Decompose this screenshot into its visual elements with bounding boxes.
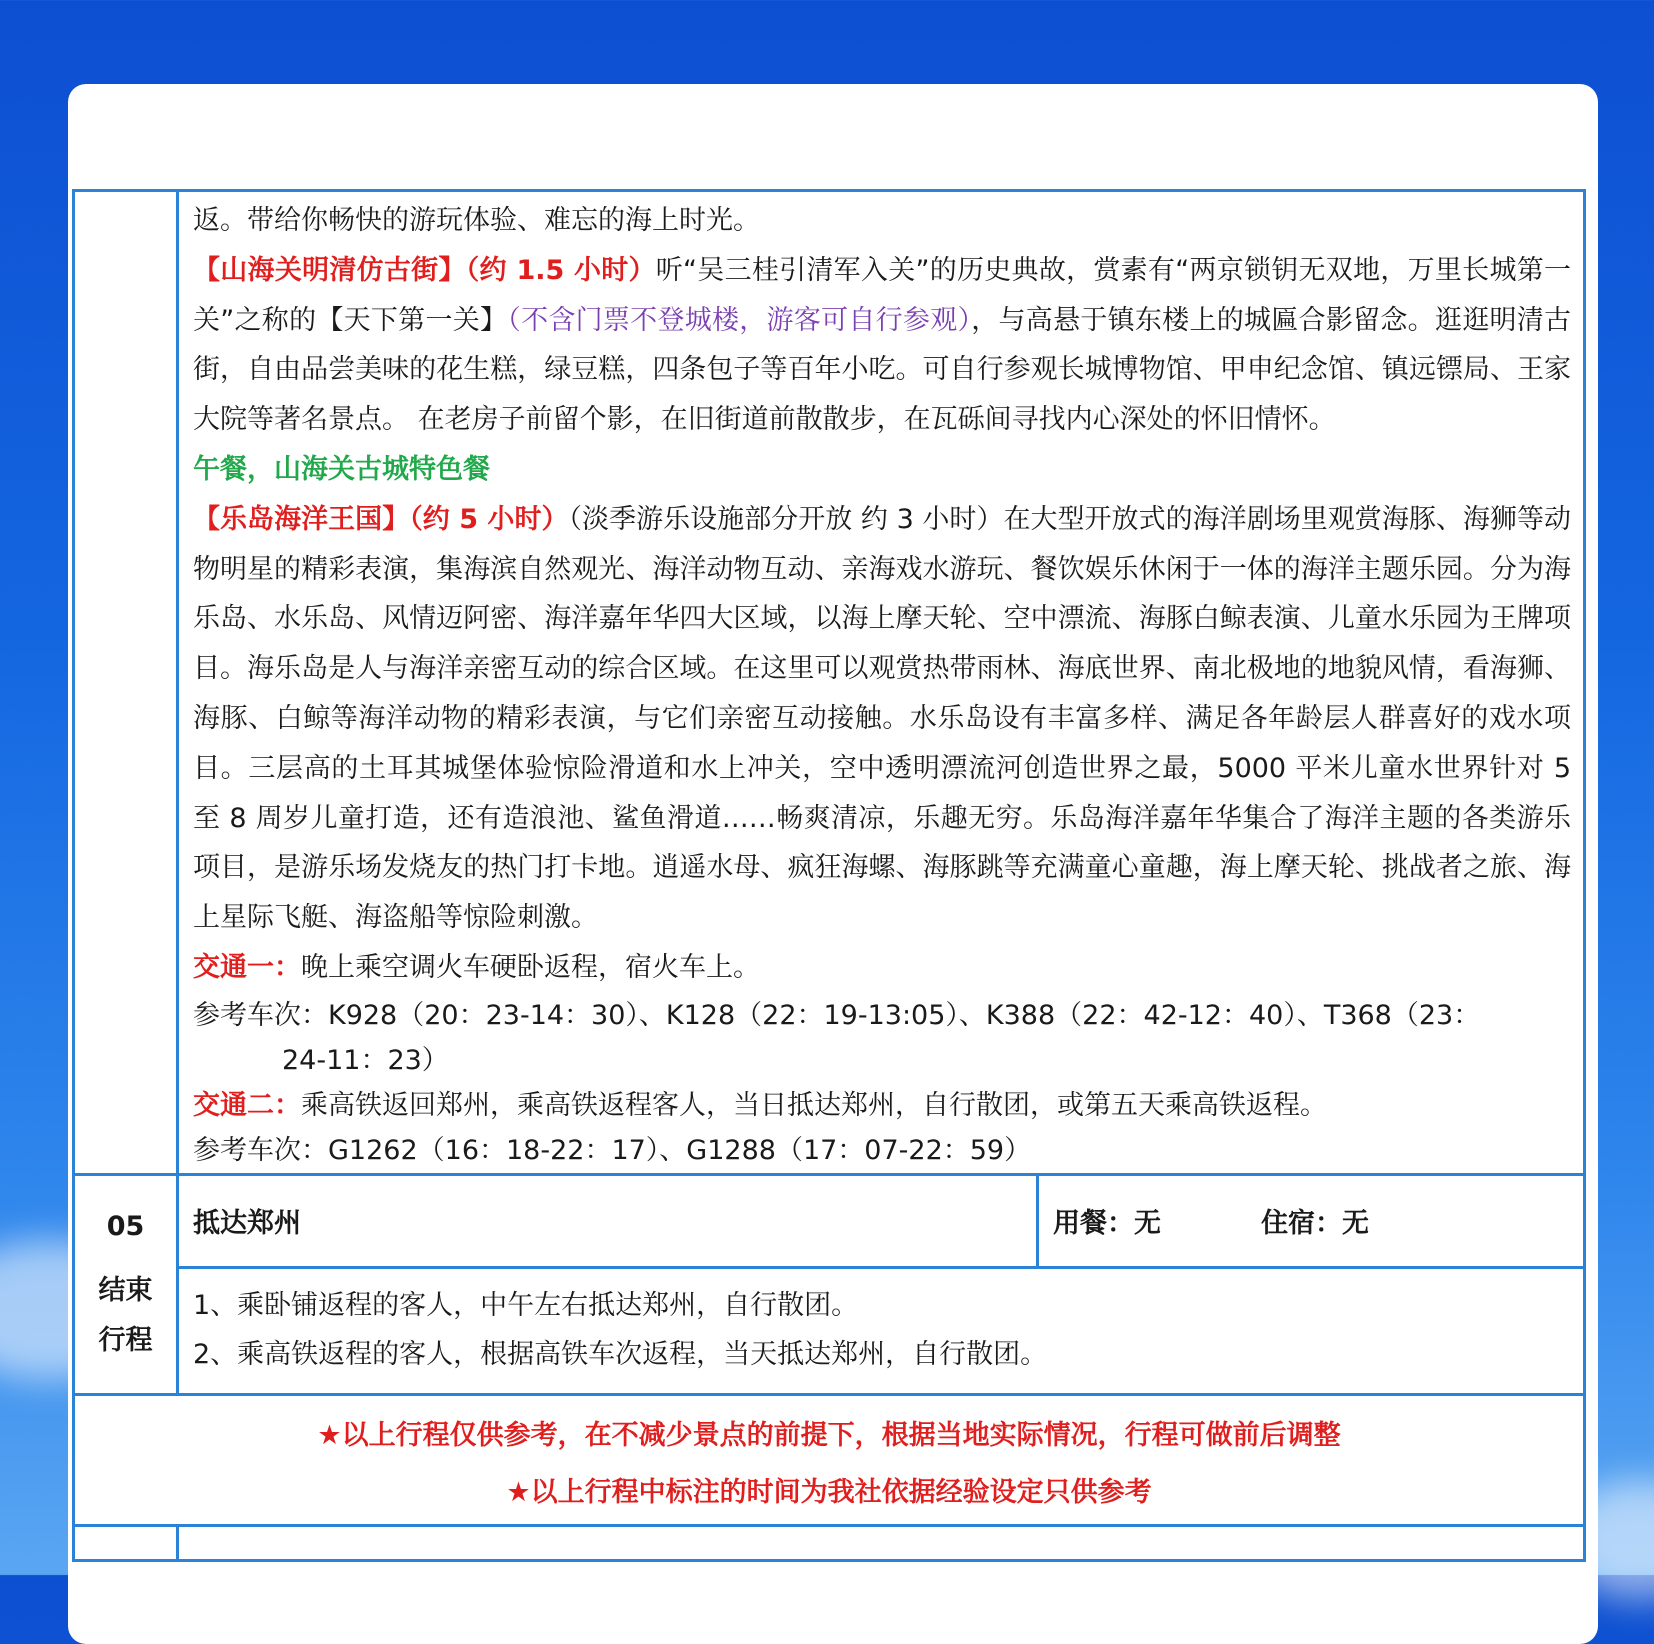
day5-summary-row [74, 1174, 1585, 1267]
day4-row [74, 191, 1585, 1175]
day5-detail [178, 1267, 1585, 1394]
day4-body [178, 191, 1585, 1175]
ocean-paragraph [193, 495, 1571, 943]
day5-meals: 用餐：无 [1053, 1208, 1161, 1240]
street-text-1: 听“吴三桂引清军入关”的历史典故，赏素有“两京锁钥无双地，万里长城第一关”之称的【天下第一关】 [193, 254, 1571, 336]
day5-meta [1038, 1174, 1585, 1267]
day5-detail-row [74, 1267, 1585, 1394]
day4-intro: 返。带给你畅快的游玩体验、难忘的海上时光。 [193, 205, 760, 236]
ocean-text: （淡季游乐设施部分开放 约 3 小时）在大型开放式的海洋剧场里观赏海豚、海狮等动物明星的精彩表演，集海滨自然观光、海洋动物互动、亲海戏水游玩、餐饮娱乐休闲于一体的海洋主题乐园。分为海乐岛、水乐岛、风情迈阿密、海洋嘉年华四大区域，以海上摩天轮、空中漂流、海豚白鲸表演、儿童水乐园为王牌项目。海乐岛是人与海洋亲密互动的综合区域。在这里可以观赏热带雨林、海底世界、南北极地的地貌风情，看海狮、海豚、白鲸等海洋动物的精彩表演，与它们亲密互动接触。水乐岛设有丰富多样、满足各年龄层人群喜好的戏水项目。三层高的土耳其城堡体验惊险滑道和水上冲关，空中透明漂流河创造世界之最，5000 平米儿童水世界针对 5 至 8 周岁儿童打造，还有造浪池、鲨鱼滑道……畅爽清凉，乐趣无穷。乐岛海洋嘉年华集合了海洋主题的各类游乐项目，是游乐场发烧友的热门打卡地。逍遥水母、疯狂海螺、海豚跳等充满童心童趣，海上摩天轮、挑战者之旅、海上星际飞艇、海盗船等惊险刺激。 [193, 503, 1571, 934]
transport1-ref: 参考车次：K928（20：23-14：30）、K128（22：19-13:05）、K388（22：42-12：40）、T368（23： [193, 999, 1481, 1031]
street-title: 【山海关明清仿古街】（约 1.5 小时） [193, 254, 656, 286]
street-ticket-note: （不含门票不登城楼，游客可自行参观） [507, 304, 972, 336]
day5-detail-1: 1、乘卧铺返程的客人，中午左右抵达郑州，自行散团。 [193, 1289, 859, 1321]
day5-number: 05 [106, 1211, 145, 1243]
transport1-line [193, 943, 1571, 993]
notes-cell [74, 1394, 1585, 1525]
day5-label-line2: 行程 [98, 1325, 153, 1357]
transport2-label: 交通二： [193, 1089, 301, 1121]
transport1-label: 交通一： [193, 951, 301, 983]
day5-label-line1: 结束 [98, 1275, 153, 1307]
next-row-body-cell [178, 1525, 1585, 1560]
transport2-text: 乘高铁返回郑州，乘高铁返程客人，当日抵达郑州，自行散团，或第五天乘高铁返程。 [301, 1089, 1327, 1121]
note-line-1: ★以上行程仅供参考，在不减少景点的前提下，根据当地实际情况，行程可做前后调整 [317, 1419, 1341, 1451]
day5-detail-2: 2、乘高铁返程的客人，根据高铁车次返程，当天抵达郑州，自行散团。 [193, 1338, 1048, 1370]
ocean-title: 【乐岛海洋王国】（约 5 小时） [193, 503, 569, 535]
transport2-ref: 参考车次：G1262（16：18-22：17）、G1288（17：07-22：59） [193, 1134, 1032, 1166]
notes-row [74, 1394, 1585, 1525]
transport1-text: 晚上乘空调火车硬卧返程，宿火车上。 [301, 951, 760, 983]
day5-summary: 抵达郑州 [178, 1174, 1038, 1267]
transport2-line [193, 1083, 1571, 1128]
day5-label-cell [74, 1174, 178, 1394]
street-paragraph [193, 246, 1571, 445]
next-row-label-cell [74, 1525, 178, 1560]
itinerary-table [72, 189, 1586, 1562]
lunch-line: 午餐，山海关古城特色餐 [193, 453, 490, 485]
day5-lodging: 住宿：无 [1261, 1208, 1369, 1240]
next-row [74, 1525, 1585, 1560]
note-line-2: ★以上行程中标注的时间为我社依据经验设定只供参考 [506, 1476, 1152, 1508]
transport1-ref-cont: 24-11：23） [282, 1044, 449, 1076]
day4-label-cell [74, 191, 178, 1175]
street-text-2: ，与高悬于镇东楼上的城匾合影留念。逛逛明清古街，自由品尝美味的花生糕，绿豆糕，四条包子等百年小吃。可自行参观长城博物馆、甲申纪念馆、镇远镖局、王家大院等著名景点。 在老房子前留个影，在旧街道前散散步，在瓦砾间寻找内心深处的怀旧情怀。 [193, 304, 1572, 436]
